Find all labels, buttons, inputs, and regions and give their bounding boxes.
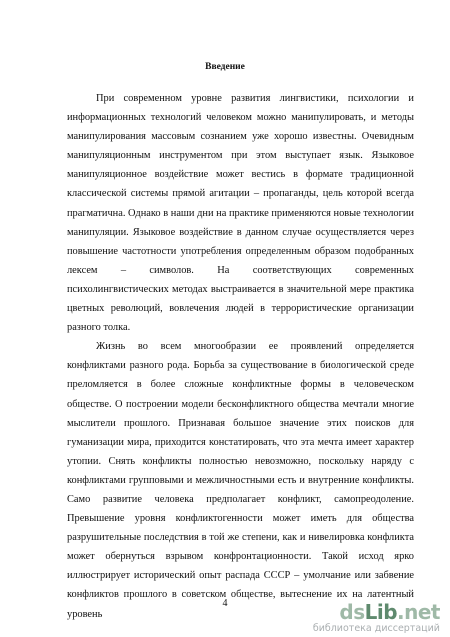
section-heading: Введение <box>205 62 245 72</box>
dslib-watermark <box>280 601 440 637</box>
paragraph-1: При современном уровне развития лингвистики, психологии и информационных технологий человеком можно манипулировать, и методы манипулирования массовым сознанием уже хорошо известны. Очевидным манипуляционным инструментом при этом выступает язык. Языковое манипуляционное воздействие может вестись в формате традиционной классической системы прямой агитации – пропаганды, цель которой всегда прагматична. Однако в наши дни на практике применяются новые технологии манипуляции. Языковое воздействие в данном случае осуществляется через повышение частотности употребления определенным образом подобранных лексем – символов. На соответствующих современных психолингвистических методах выстраивается в значительной мере практика цветных революций, вовлечения людей в террористические организации разного толка. <box>67 93 414 334</box>
body-text <box>67 89 414 624</box>
logo-ds-text: ds <box>339 600 365 624</box>
logo-net-text: .net <box>397 600 440 624</box>
watermark-subtitle: библиотека диссертаций <box>312 623 440 634</box>
logo-lib-text: Lib <box>364 600 398 624</box>
dslib-logo <box>339 601 440 623</box>
paragraph-2: Жизнь во всем многообразии ее проявлений определяется конфликтами разного рода. Борьба за существование в биологической среде преломляется в более сложные конфликтные формы в человеческом обществе. О построении модели бесконфликтного общества мечтали многие мыслители прошлого. Признавая большое значение этих поисков для гуманизации мира, приходится констатировать, что эта мечта имеет характер утопии. Снять конфликты полностью невозможно, поскольку наряду с конфликтами групповыми и межличностными есть и внутренние конфликты. Само развитие человека предполагает конфликт, самопреодоление. Превышение уровня конфликтогенности может иметь для общества разрушительные последствия в той же степени, как и нивелировка конфликта может обернуться взрывом конфронтационности. Такой исход ярко иллюстрирует исторический опыт распада СССР – умолчание или забвение конфликтов прошлого в советском обществе, вытеснение их на латентный уровень <box>67 341 414 620</box>
page-number: 4 <box>222 598 228 609</box>
